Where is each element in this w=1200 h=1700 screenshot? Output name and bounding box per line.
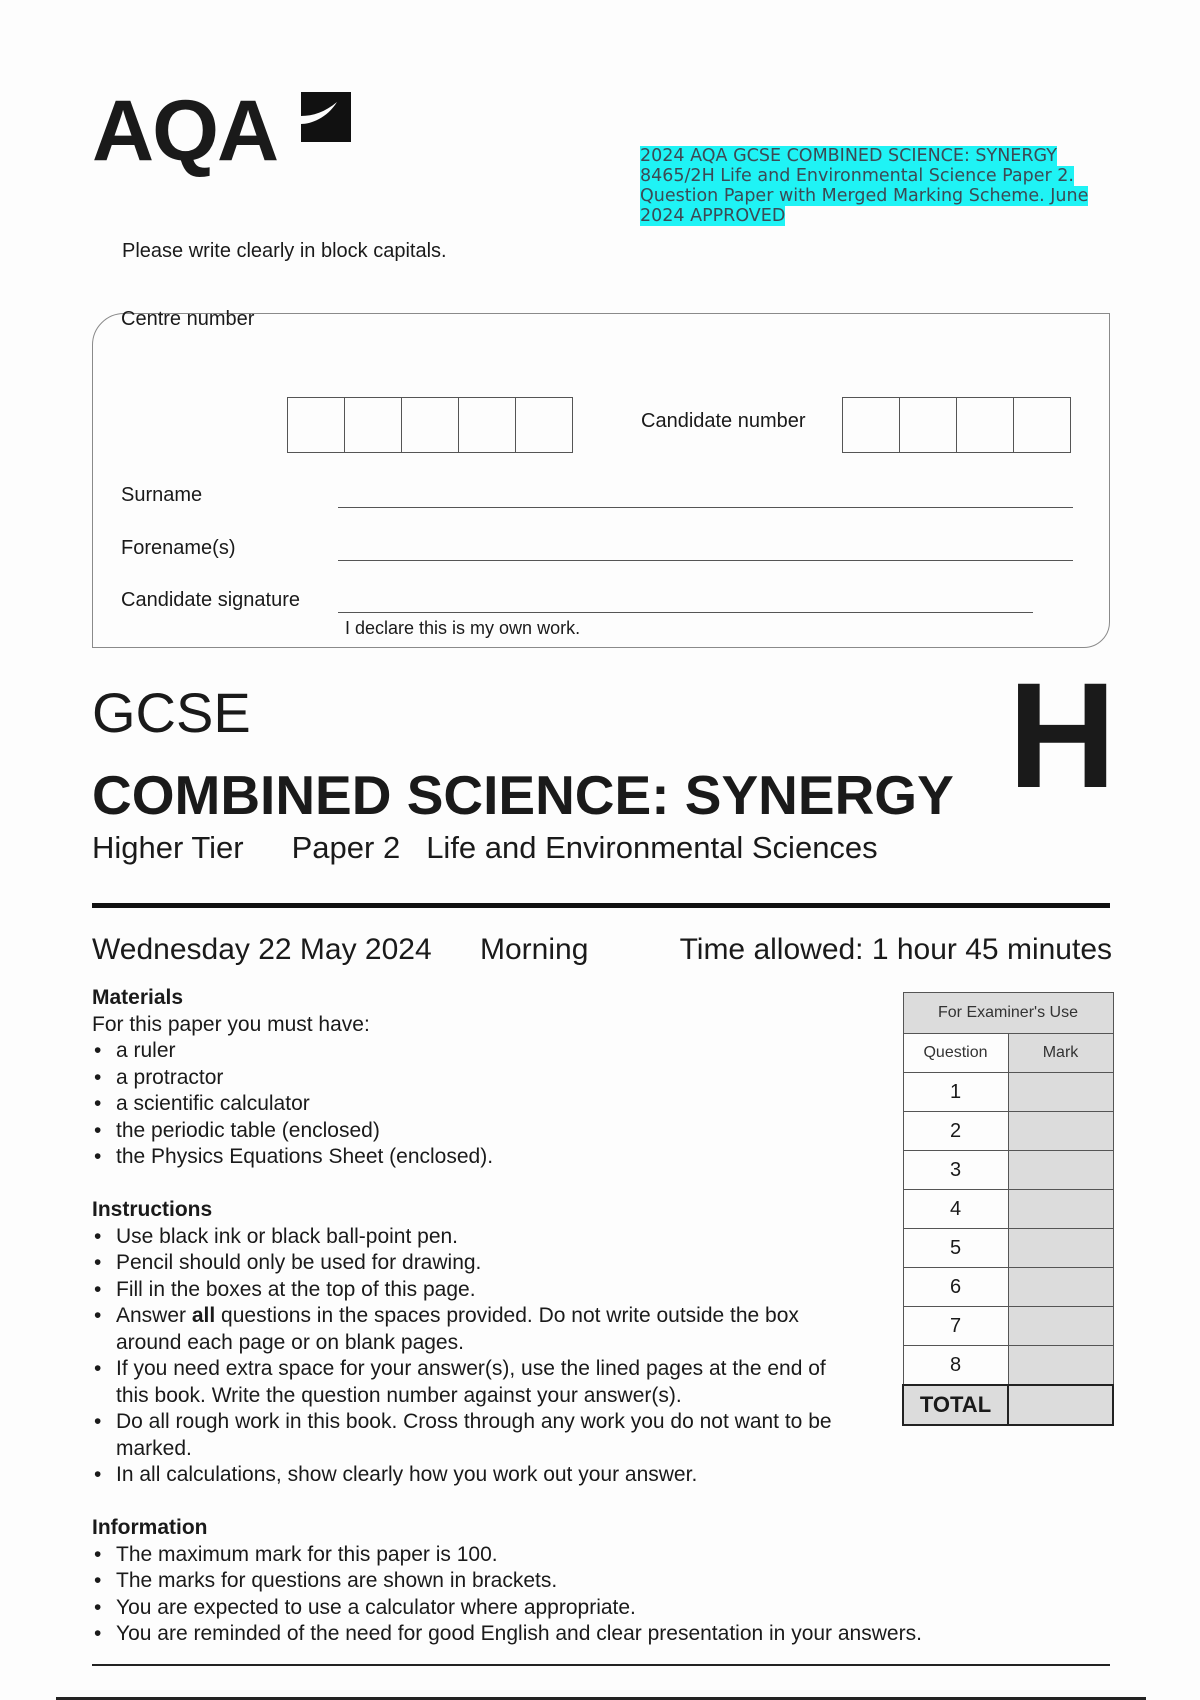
question-number: 5 bbox=[903, 1229, 1008, 1268]
signature-label: Candidate signature bbox=[121, 589, 301, 611]
list-item: • a protractor bbox=[92, 1065, 493, 1092]
total-label: TOTAL bbox=[903, 1385, 1008, 1425]
centre-number-label: Centre number bbox=[121, 308, 255, 330]
paper-number: Paper 2 bbox=[291, 830, 401, 865]
qualification-level: GCSE bbox=[92, 681, 251, 744]
list-item: • You are reminded of the need for good English and clear presentation in your answers. bbox=[92, 1621, 1092, 1648]
exam-session: Morning bbox=[480, 933, 589, 966]
total-row bbox=[903, 1385, 1113, 1425]
block-capitals-instruction: Please write clearly in block capitals. bbox=[122, 240, 447, 262]
list-item: • In all calculations, show clearly how you work out your answer. bbox=[92, 1462, 862, 1489]
table-row bbox=[903, 1229, 1113, 1268]
table-row bbox=[903, 1346, 1113, 1386]
total-mark-cell bbox=[1008, 1385, 1113, 1425]
surname-field[interactable] bbox=[338, 507, 1073, 508]
logo-text: AQA bbox=[92, 83, 278, 179]
signature-field[interactable] bbox=[338, 612, 1033, 613]
question-number: 1 bbox=[903, 1073, 1008, 1112]
list-item: • the Physics Equations Sheet (enclosed). bbox=[92, 1144, 493, 1171]
candidate-number-label: Candidate number bbox=[641, 410, 806, 432]
aqa-logo bbox=[92, 83, 278, 179]
mark-cell bbox=[1008, 1307, 1113, 1346]
paper-subtitle bbox=[92, 830, 926, 866]
list-item: • The marks for questions are shown in brackets. bbox=[92, 1568, 1092, 1595]
instructions-section bbox=[92, 1197, 862, 1489]
materials-intro: For this paper you must have: bbox=[92, 1012, 370, 1036]
question-column-header: Question bbox=[903, 1034, 1008, 1073]
examiner-use-table bbox=[902, 992, 1114, 1426]
declaration-text: I declare this is my own work. bbox=[345, 618, 581, 638]
table-row bbox=[903, 1073, 1113, 1112]
list-item: • The maximum mark for this paper is 100. bbox=[92, 1542, 1092, 1569]
mark-cell bbox=[1008, 1112, 1113, 1151]
surname-label: Surname bbox=[121, 484, 203, 506]
information-section bbox=[92, 1515, 1092, 1648]
paper-title: Life and Environmental Sciences bbox=[426, 830, 878, 865]
question-number: 7 bbox=[903, 1307, 1008, 1346]
examiner-table-title: For Examiner's Use bbox=[903, 993, 1113, 1034]
question-number: 3 bbox=[903, 1151, 1008, 1190]
list-item: • Answer all questions in the spaces provided. Do not write outside the box around each page or on blank pages. bbox=[92, 1303, 862, 1356]
header-note-text: 2024 AQA GCSE COMBINED SCIENCE: SYNERGY 8465/2H Life and Environmental Science Paper 2. Question Paper with Merged Marking Scheme. June 2024 APPROVED bbox=[640, 146, 1089, 226]
list-item: • Do all rough work in this book. Cross through any work you do not want to be marked. bbox=[92, 1409, 862, 1462]
mark-cell bbox=[1008, 1229, 1113, 1268]
mark-cell bbox=[1008, 1268, 1113, 1307]
list-item: • Fill in the boxes at the top of this page. bbox=[92, 1277, 862, 1304]
question-number: 8 bbox=[903, 1346, 1008, 1386]
mark-cell bbox=[1008, 1346, 1113, 1386]
tier: Higher Tier bbox=[92, 830, 244, 865]
table-row bbox=[903, 1268, 1113, 1307]
mark-cell bbox=[1008, 1073, 1113, 1112]
subject-title: COMBINED SCIENCE: SYNERGY bbox=[92, 764, 954, 826]
candidate-number-input[interactable] bbox=[842, 397, 1071, 453]
mark-cell bbox=[1008, 1190, 1113, 1229]
mark-cell bbox=[1008, 1151, 1113, 1190]
table-row bbox=[903, 1307, 1113, 1346]
materials-heading: Materials bbox=[92, 986, 184, 1009]
header-note bbox=[640, 146, 1110, 226]
information-heading: Information bbox=[92, 1516, 208, 1539]
question-number: 2 bbox=[903, 1112, 1008, 1151]
exam-date: Wednesday 22 May 2024 bbox=[92, 933, 432, 966]
divider bbox=[92, 1664, 1110, 1666]
list-item: • You are expected to use a calculator where appropriate. bbox=[92, 1595, 1092, 1622]
tier-letter: H bbox=[1008, 651, 1117, 819]
divider bbox=[92, 903, 1110, 908]
time-allowed: Time allowed: 1 hour 45 minutes bbox=[679, 933, 1112, 966]
list-item: • Use black ink or black ball-point pen. bbox=[92, 1224, 862, 1251]
list-item: • a scientific calculator bbox=[92, 1091, 493, 1118]
aqa-leaf-icon bbox=[297, 88, 355, 146]
exam-details bbox=[92, 933, 1112, 967]
question-number: 6 bbox=[903, 1268, 1008, 1307]
table-row bbox=[903, 1112, 1113, 1151]
mark-column-header: Mark bbox=[1008, 1034, 1113, 1073]
materials-section bbox=[92, 985, 493, 1171]
list-item: • the periodic table (enclosed) bbox=[92, 1118, 493, 1145]
list-item: • Pencil should only be used for drawing. bbox=[92, 1250, 862, 1277]
candidate-details-box bbox=[92, 308, 1110, 648]
forenames-field[interactable] bbox=[338, 560, 1073, 561]
table-row bbox=[903, 1190, 1113, 1229]
table-row bbox=[903, 1151, 1113, 1190]
list-item: • a ruler bbox=[92, 1038, 493, 1065]
centre-number-input[interactable] bbox=[287, 397, 573, 453]
list-item: • If you need extra space for your answer(s), use the lined pages at the end of this book. Write the question number against your answer(s). bbox=[92, 1356, 862, 1409]
instructions-heading: Instructions bbox=[92, 1198, 213, 1221]
forenames-label: Forename(s) bbox=[121, 537, 236, 559]
question-number: 4 bbox=[903, 1190, 1008, 1229]
